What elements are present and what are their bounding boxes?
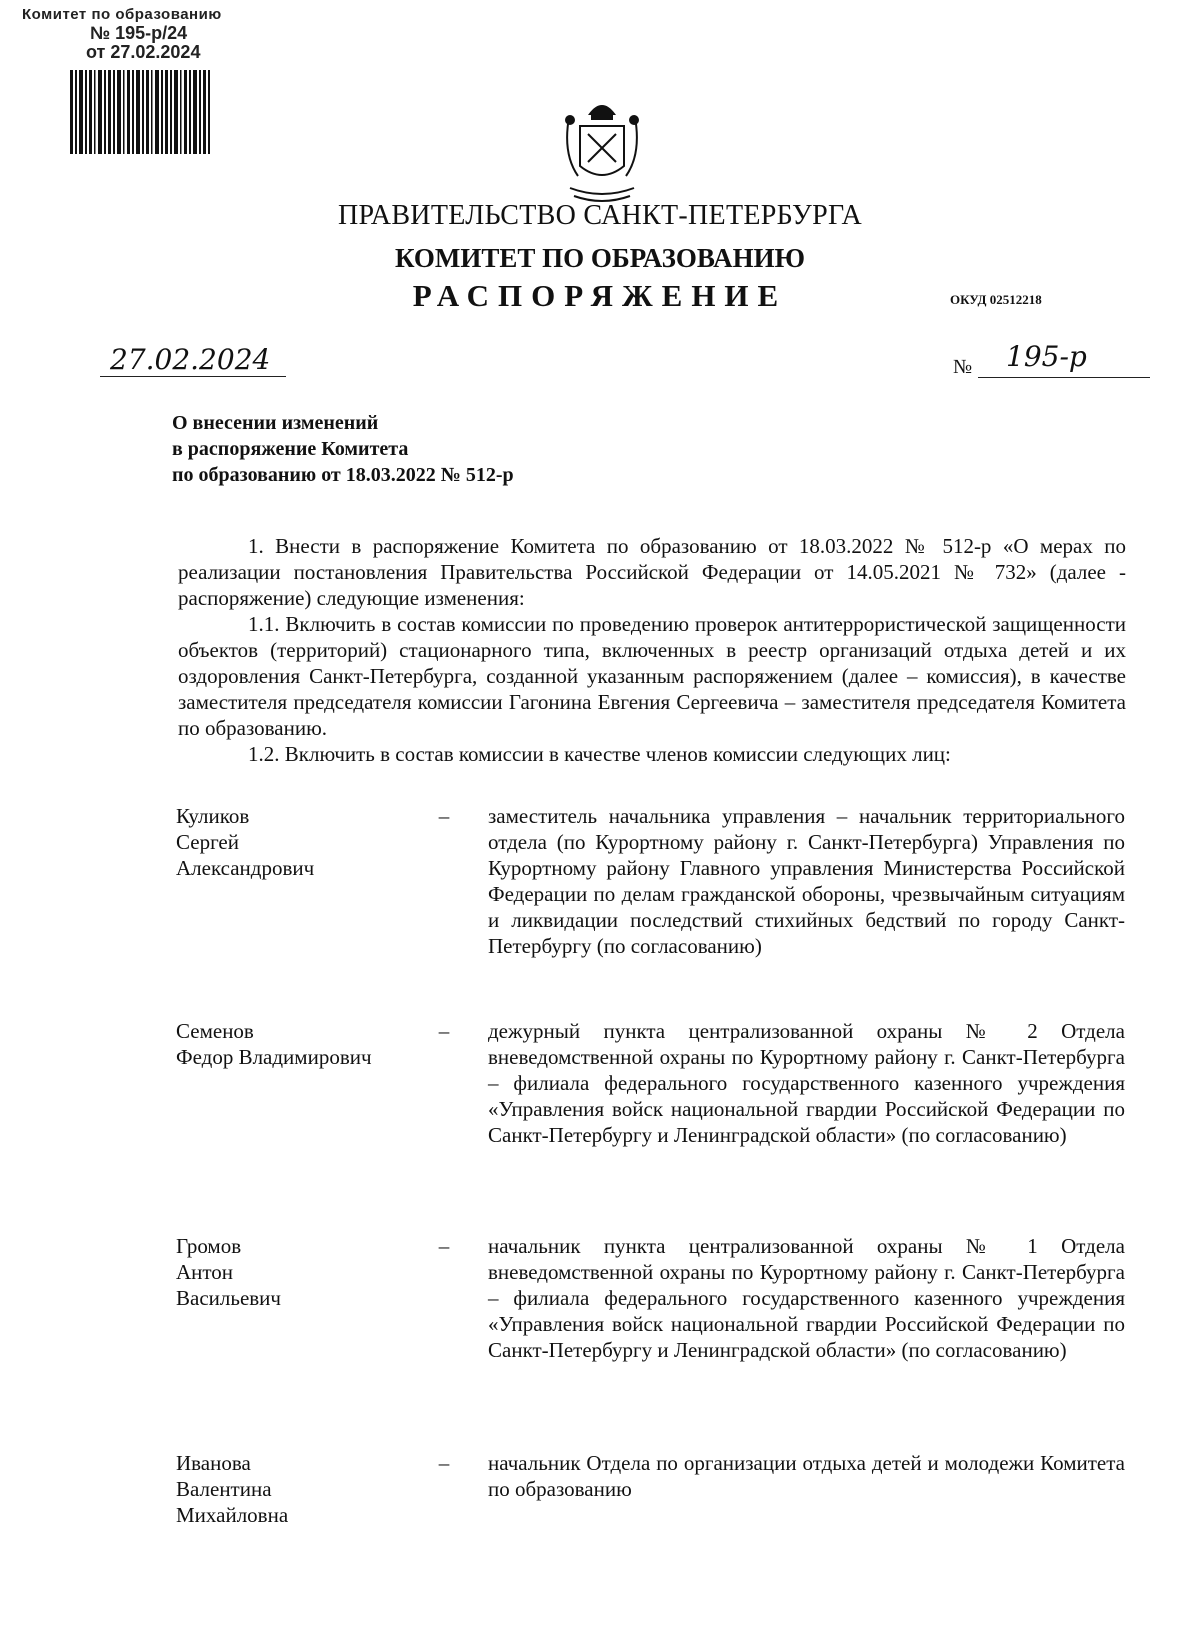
barcode-image bbox=[70, 70, 210, 154]
member-dash: – bbox=[438, 1019, 450, 1043]
member-name: Громов Антон Васильевич bbox=[176, 1234, 281, 1310]
paragraph-1-1: 1.1. Включить в состав комиссии по проведению проверок антитеррористической защищенности объектов (территорий) стационарного типа, включенных в реестр организаций отдыха детей и их оздоровления Санкт-Петербурга, созданной указанным распоряжением (далее – комиссия), в качестве заместителя председателя комиссии Гагонина Евгения Сергеевича – заместителя председателя Комитета по образованию. bbox=[178, 612, 1126, 740]
stamp-date: от 27.02.2024 bbox=[86, 42, 201, 62]
stamp-number: № 195-р/24 bbox=[90, 23, 188, 43]
member-name: Иванова Валентина Михайловна bbox=[176, 1451, 289, 1527]
member-name: Куликов Сергей Александрович bbox=[176, 804, 315, 880]
member-dash: – bbox=[438, 1451, 450, 1475]
committee-title: КОМИТЕТ ПО ОБРАЗОВАНИЮ bbox=[394, 243, 806, 273]
date-underline bbox=[100, 376, 286, 377]
member-name: Семенов Федор Владимирович bbox=[176, 1019, 372, 1069]
member-role: заместитель начальника управления – начальник территориального отдела (по Курортному району г. Санкт-Петербурга) Управления по Курортному району Главного управления Министерства Российской Федерации по делам гражданской обороны, чрезвычайным ситуациям и ликвидации последствий стихийных бедствий по городу Санкт-Петербургу (по согласованию) bbox=[488, 804, 1125, 958]
coat-of-arms-icon bbox=[560, 96, 644, 206]
number-label: № bbox=[953, 356, 973, 378]
government-title: ПРАВИТЕЛЬСТВО САНКТ-ПЕТЕРБУРГА bbox=[338, 200, 862, 231]
member-dash: – bbox=[438, 1234, 450, 1258]
number-underline bbox=[978, 377, 1150, 378]
member-role: начальник Отдела по организации отдыха детей и молодежи Комитета по образованию bbox=[488, 1451, 1125, 1501]
subject-line: в распоряжение Комитета bbox=[172, 438, 409, 460]
document-type-title: РАСПОРЯЖЕНИЕ bbox=[412, 278, 788, 313]
member-role: начальник пункта централизованной охраны № 1 Отдела вневедомственной охраны по Курортному району г. Санкт-Петербурга – филиала федерального государственного казенного учреждения «Управления войск национальной гвардии Российской Федерации по Санкт-Петербургу и Ленинградской области» (по согласованию) bbox=[488, 1234, 1125, 1362]
document-body bbox=[178, 533, 1126, 767]
document-subject bbox=[172, 410, 692, 488]
subject-line: О внесении изменений bbox=[172, 412, 379, 434]
member-role: дежурный пункта централизованной охраны № 2 Отдела вневедомственной охраны по Курортному району г. Санкт-Петербурга – филиала федерального государственного казенного учреждения «Управления войск национальной гвардии Российской Федерации по Санкт-Петербургу и Ленинградской области» (по согласованию) bbox=[488, 1019, 1125, 1147]
registration-stamp bbox=[22, 6, 272, 61]
stamp-org: Комитет по образованию bbox=[22, 6, 222, 23]
subject-line: по образованию от 18.03.2022 № 512-р bbox=[172, 464, 514, 486]
handwritten-date: 27.02.2024 bbox=[110, 343, 271, 376]
member-dash: – bbox=[438, 804, 450, 828]
paragraph-1-2: 1.2. Включить в состав комиссии в качестве членов комиссии следующих лиц: bbox=[248, 742, 951, 766]
handwritten-number: 195-р bbox=[1006, 340, 1087, 373]
paragraph-1: 1. Внести в распоряжение Комитета по образованию от 18.03.2022 № 512-р «О мерах по реализации постановления Правительства Российской Федерации от 14.05.2021 № 732» (далее - распоряжение) следующие изменения: bbox=[178, 534, 1126, 610]
okud-code: ОКУД 02512218 bbox=[950, 292, 1042, 307]
